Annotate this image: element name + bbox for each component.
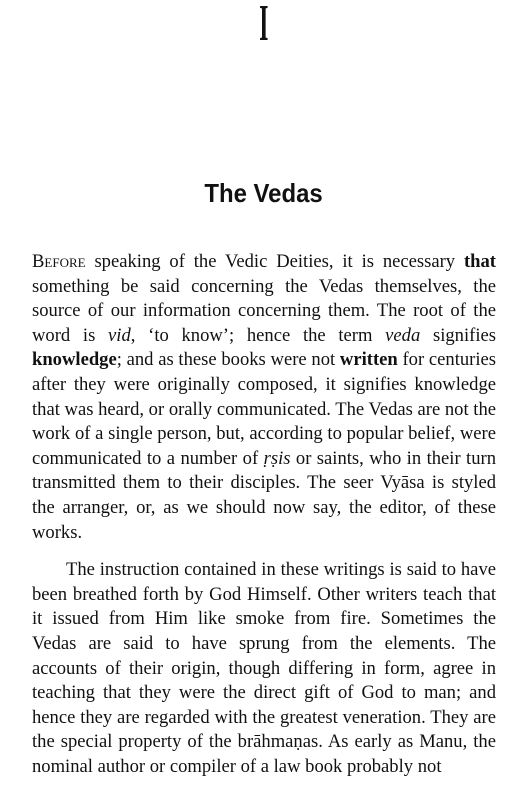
paragraph-1-text: for centuries after they were originally composed, it signifies knowledge that was heard, or orally communicated. The Vedas are not the work of a single person, but, according to popular belief, were communicated to a number of bbox=[32, 349, 497, 469]
chapter-title: The Vedas bbox=[204, 178, 323, 208]
paragraph-1-text: something be said concerning the Vedas themselves, the source of our information concerning them. The root of the word is bbox=[32, 275, 496, 346]
term-rsis: ṛṣis bbox=[263, 447, 291, 469]
chapter-body bbox=[32, 250, 496, 779]
bold-word-knowledge: knowledge bbox=[32, 349, 117, 371]
paragraph-1-text: , ‘to know’; hence the term bbox=[130, 324, 386, 346]
paragraph-1-text: signifies bbox=[420, 324, 496, 346]
bold-word-that: that bbox=[463, 251, 496, 272]
term-veda: veda bbox=[385, 324, 421, 346]
term-vid: vid bbox=[108, 324, 131, 346]
paragraph-1-text: speaking of the Vedic Deities, it is necessary bbox=[85, 251, 464, 272]
paragraph-1-text: or saints, who in their turn transmitted them to their disciples. The seer Vyāsa is styled the arranger, or, as we should now say, the editor, of these works. bbox=[32, 447, 497, 543]
opening-word: Before bbox=[32, 251, 86, 272]
paragraph-2: The instruction contained in these writings is said to have been breathed forth by God Himself. Other writers teach that it issued from Him like smoke from fire. Sometimes the Vedas are said to have sprung from the elements. The accounts of their origin, though differing in form, agree in teaching that they were the direct gift of God to man; and hence they are regarded with the greatest veneration. They are the special property of the brāhmaṇas. As early as Manu, the nominal author or compiler of a law book probably not bbox=[32, 559, 496, 777]
chapter-number: I bbox=[259, 0, 269, 52]
paragraph-1-text: ; and as these books were not bbox=[116, 349, 340, 371]
bold-word-written: written bbox=[339, 349, 398, 371]
paragraph-1 bbox=[32, 250, 496, 545]
